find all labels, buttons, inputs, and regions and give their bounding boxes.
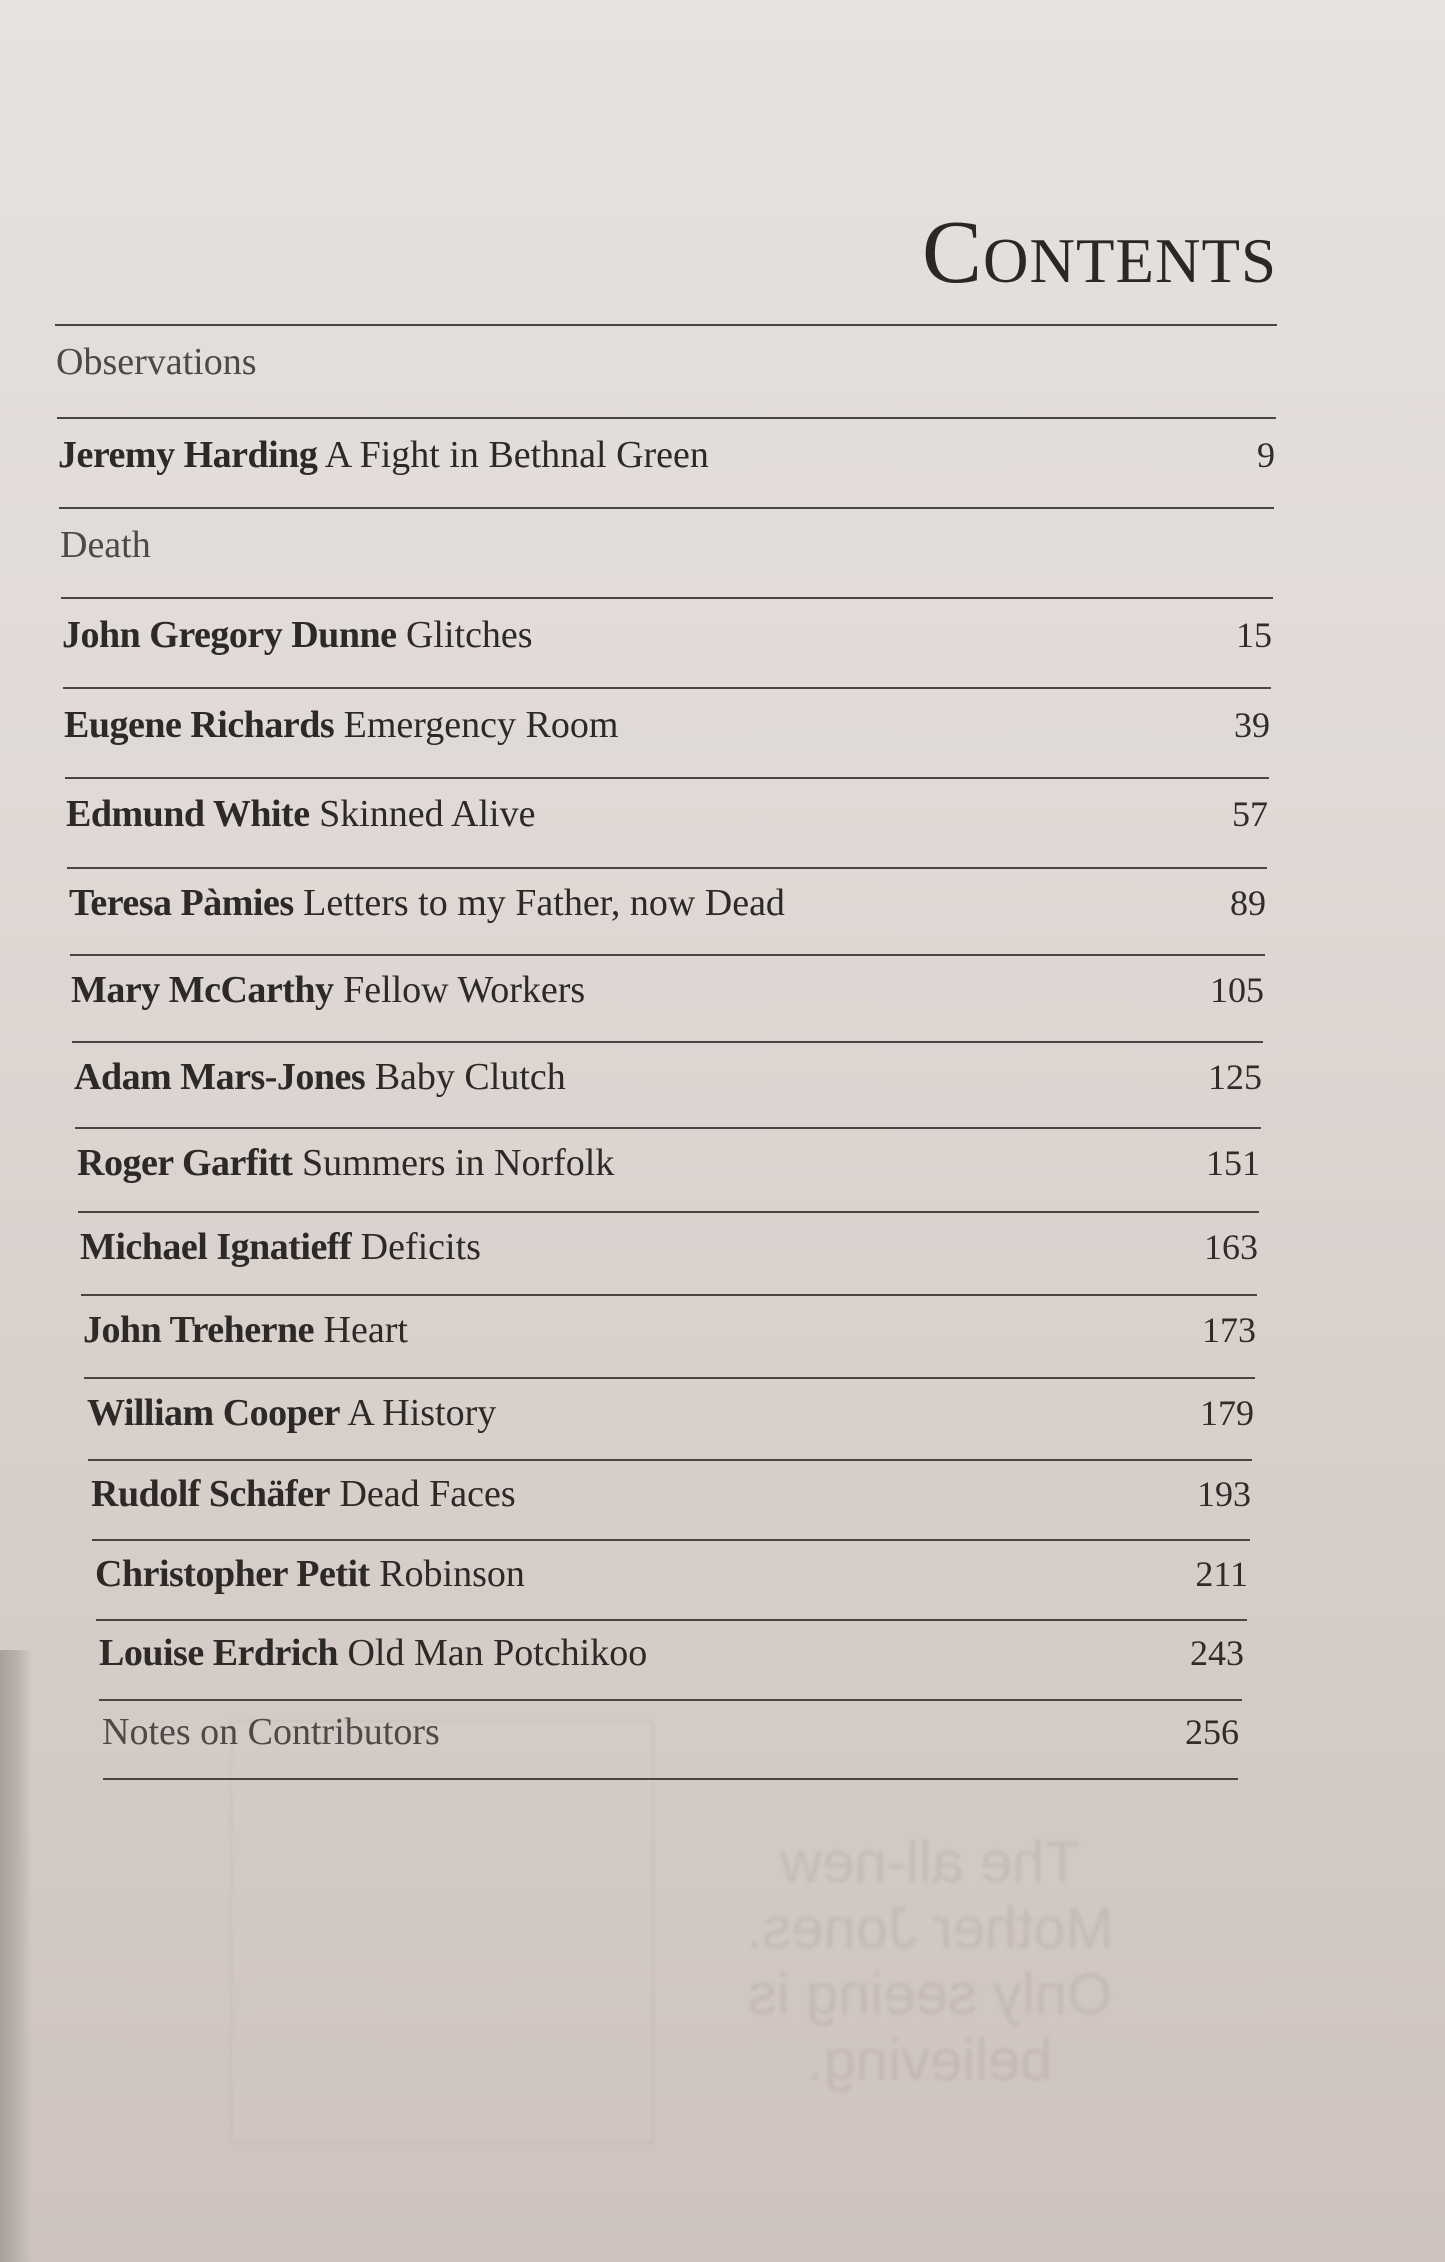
bleed-through-text: The all-new Mother Jones. Only seeing is believing. [746,1830,1114,2093]
toc-entry[interactable] [95,1550,1248,1598]
entry-title: Dead Faces [339,1473,516,1515]
section-label: Death [60,524,151,566]
entry-title: Deficits [360,1226,481,1268]
toc-section-death [60,521,1274,569]
entry-page-number: 256 [1185,1712,1239,1752]
entry-title: Heart [323,1309,408,1351]
entry-author: Michael Ignatieff [80,1226,352,1268]
bleed-through-box [230,1720,654,2144]
entry-author: Adam Mars-Jones [74,1056,366,1098]
section-label: Notes on Contributors [102,1711,440,1753]
rule [75,1127,1261,1129]
entry-page-number: 173 [1202,1310,1256,1350]
entry-title: Letters to my Father, now Dead [303,882,785,924]
toc-entry[interactable] [58,431,1275,479]
section-label: Observations [56,341,257,383]
rule [96,1619,1247,1621]
entry-page-number: 105 [1210,970,1264,1010]
entry-author: John Gregory Dunne [62,614,397,656]
toc-section-observations [56,338,1277,386]
entry-page-number: 89 [1230,883,1266,923]
entry-title: A Fight in Bethnal Green [324,434,709,476]
toc-entry[interactable] [99,1629,1244,1677]
entry-title: A History [347,1392,497,1434]
rule [99,1699,1242,1701]
rule [88,1459,1252,1461]
rule [81,1294,1257,1296]
entry-page-number: 243 [1190,1633,1244,1673]
toc-entry[interactable] [62,611,1272,659]
rule [67,867,1267,869]
entry-page-number: 39 [1234,705,1270,745]
rule [63,687,1271,689]
toc-entry[interactable] [80,1223,1258,1271]
entry-page-number: 179 [1200,1393,1254,1433]
rule [78,1211,1259,1213]
rule [72,1041,1263,1043]
entry-page-number: 9 [1257,435,1275,475]
toc-entry[interactable] [74,1053,1262,1101]
rule [59,507,1274,509]
entry-author: Mary McCarthy [71,969,334,1011]
toc-entry[interactable] [87,1389,1254,1437]
rule [57,417,1276,419]
toc-section-notes-on-contributors[interactable] [102,1708,1239,1756]
entry-title: Glitches [405,614,533,656]
entry-author: John Treherne [83,1309,315,1351]
toc-entry[interactable] [91,1470,1251,1518]
rule [70,954,1265,956]
entry-page-number: 211 [1195,1554,1248,1594]
entry-page-number: 15 [1236,615,1272,655]
entry-author: Eugene Richards [64,704,335,746]
entry-page-number: 163 [1204,1227,1258,1267]
toc-entry[interactable] [77,1139,1260,1187]
entry-page-number: 151 [1206,1143,1260,1183]
toc-entry[interactable] [69,879,1266,927]
entry-title: Old Man Potchikoo [347,1632,648,1674]
toc-entry[interactable] [64,701,1270,749]
rule [103,1778,1238,1780]
toc-entry[interactable] [66,790,1268,838]
entry-title: Robinson [379,1553,525,1595]
entry-author: Roger Garfitt [77,1142,293,1184]
entry-title: Skinned Alive [319,793,536,835]
entry-title: Summers in Norfolk [301,1142,615,1184]
rule [84,1377,1255,1379]
entry-page-number: 125 [1208,1057,1262,1097]
rule [92,1539,1250,1541]
entry-author: Rudolf Schäfer [91,1473,330,1515]
entry-author: Jeremy Harding [58,434,318,476]
page-title: Contents [921,203,1277,303]
entry-author: William Cooper [87,1392,341,1434]
entry-title: Baby Clutch [374,1056,566,1098]
entry-author: Louise Erdrich [99,1632,338,1674]
entry-page-number: 57 [1232,794,1268,834]
entry-author: Teresa Pàmies [69,882,294,924]
entry-author: Christopher Petit [95,1553,370,1595]
rule [55,324,1277,326]
entry-title: Fellow Workers [343,969,586,1011]
rule [65,777,1269,779]
entry-title: Emergency Room [343,704,619,746]
entry-page-number: 193 [1197,1474,1251,1514]
entry-author: Edmund White [66,793,310,835]
rule [61,597,1273,599]
page-edge-shadow [0,1650,32,2262]
toc-entry[interactable] [83,1306,1256,1354]
toc-entry[interactable] [71,966,1264,1014]
